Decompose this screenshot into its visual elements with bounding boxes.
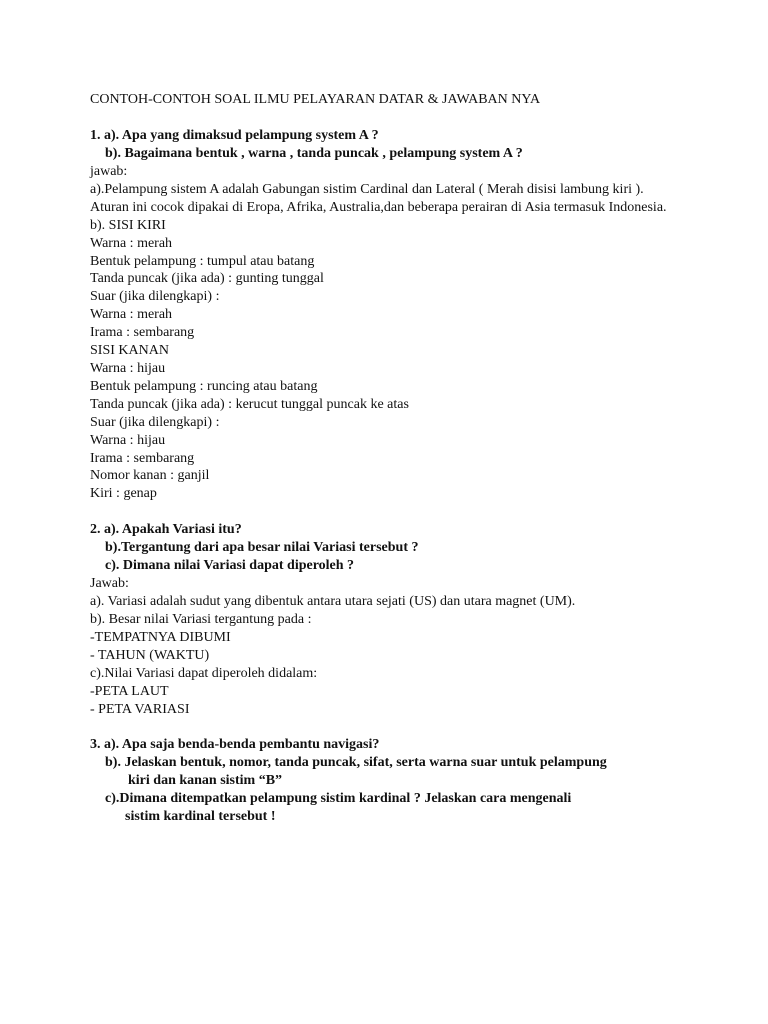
spacer: [90, 503, 690, 521]
q3-part-c-cont: sistim kardinal tersebut !: [125, 809, 276, 825]
q2-part-b: b).Tergantung dari apa besar nilai Variasi tersebut ?: [105, 540, 419, 556]
spacer: [90, 718, 690, 736]
answer-line: Tanda puncak (jika ada) : gunting tunggal: [90, 271, 324, 287]
answer-line: Suar (jika dilengkapi) :: [90, 414, 220, 430]
answer-line: c).Nilai Variasi dapat diperoleh didalam:: [90, 665, 318, 681]
answer-line: Irama : sembarang: [90, 450, 195, 466]
q1-part-b: b). Bagaimana bentuk , warna , tanda puncak , pelampung system A ?: [105, 146, 523, 161]
answer-line: - PETA VARIASI: [90, 701, 190, 717]
answer-line: Warna : hijau: [90, 360, 166, 376]
answer-line: b). Besar nilai Variasi tergantung pada :: [90, 612, 312, 628]
answer-line: Warna : hijau: [90, 432, 166, 448]
answer-line: - TAHUN (WAKTU): [90, 647, 210, 663]
answer-line: -TEMPATNYA DIBUMI: [90, 629, 231, 645]
answer-line: -PETA LAUT: [90, 683, 169, 699]
q3-part-b: b). Jelaskan bentuk, nomor, tanda puncak, sifat, serta warna suar untuk pelampung: [105, 755, 607, 771]
answer-line: a). Variasi adalah sudut yang dibentuk antara utara sejati (US) dan utara magnet (UM).: [90, 594, 576, 610]
answer-line: Warna : merah: [90, 307, 173, 323]
answer-line: Warna : merah: [90, 235, 173, 251]
answer-line: Bentuk pelampung : tumpul atau batang: [90, 253, 315, 269]
q1-answer-a: a).Pelampung sistem A adalah Gabungan sistim Cardinal dan Lateral ( Merah disisi lambung kiri ). Aturan ini cocok dipakai di Eropa, Afrika, Australia,dan beberapa perairan di Asia termasuk Indonesia.: [90, 181, 667, 215]
q3-part-b-cont: kiri dan kanan sistim “B”: [128, 773, 283, 789]
q3-part-a: 3. a). Apa saja benda-benda pembantu navigasi?: [90, 737, 380, 753]
answer-line: Irama : sembarang: [90, 325, 195, 341]
q1-answer-label: jawab:: [90, 164, 128, 179]
q2-part-c: c). Dimana nilai Variasi dapat diperoleh ?: [105, 558, 355, 574]
q2-part-a: 2. a). Apakah Variasi itu?: [90, 522, 242, 538]
q2-answer-label: Jawab:: [90, 576, 129, 592]
answer-line: Tanda puncak (jika ada) : kerucut tunggal puncak ke atas: [90, 396, 409, 412]
answer-line: Kiri : genap: [90, 486, 157, 502]
answer-line: b). SISI KIRI: [90, 217, 166, 233]
answer-line: Nomor kanan : ganjil: [90, 468, 210, 484]
page-title: CONTOH-CONTOH SOAL ILMU PELAYARAN DATAR & JAWABAN NYA: [90, 92, 541, 107]
answer-line: Suar (jika dilengkapi) :: [90, 289, 220, 305]
document-body: [90, 91, 690, 826]
q3-part-c: c).Dimana ditempatkan pelampung sistim kardinal ? Jelaskan cara mengenali: [105, 791, 572, 807]
q1-part-a: 1. a). Apa yang dimaksud pelampung system A ?: [90, 128, 379, 143]
answer-line: Bentuk pelampung : runcing atau batang: [90, 378, 318, 394]
answer-line: SISI KANAN: [90, 343, 169, 359]
